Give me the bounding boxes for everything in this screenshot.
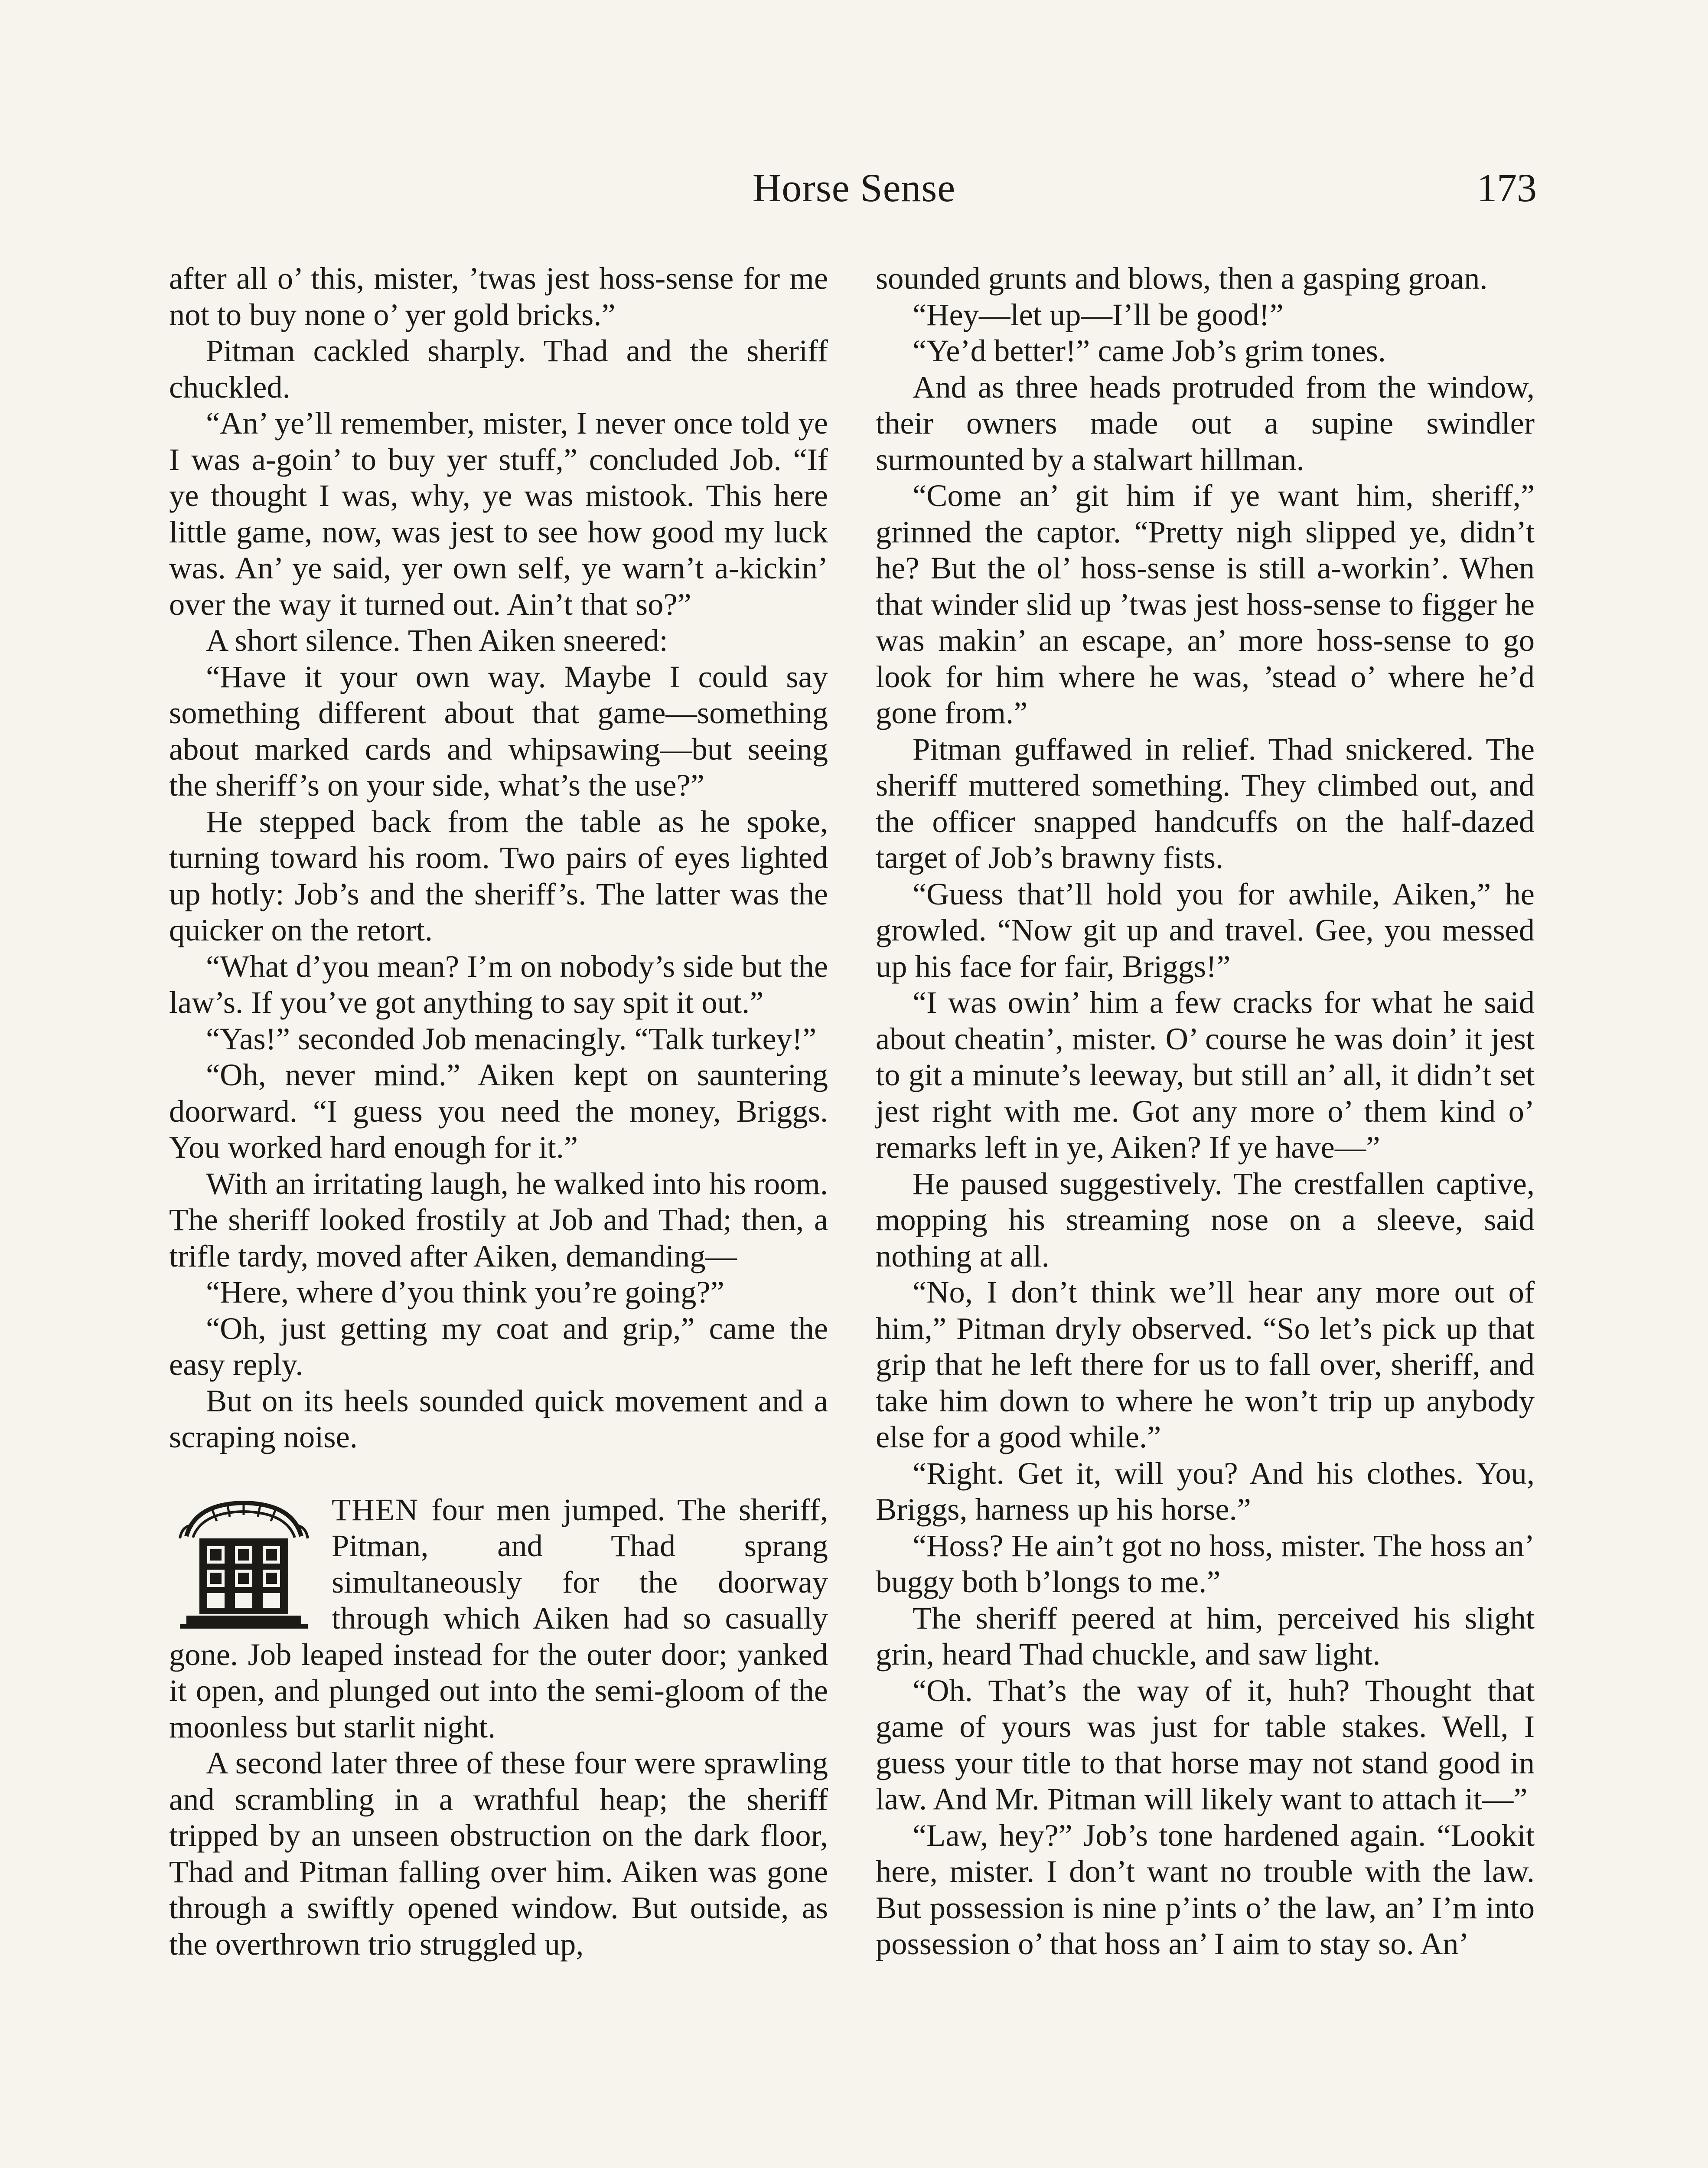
paragraph: “Right. Get it, will you? And his clothes. You, Briggs, harness up his horse.”	[876, 1455, 1535, 1527]
paragraph: after all o’ this, mister, ’twas jest hoss-sense for me not to buy none o’ yer gold bricks.”	[169, 261, 828, 332]
paragraph: The sheriff peered at him, perceived his slight grin, heard Thad chuckle, and saw light.	[876, 1600, 1535, 1672]
paragraph: He stepped back from the table as he spoke, turning toward his room. Two pairs of eyes lighted up hotly: Job’s and the sheriff’s. The latter was the quicker on the retort.	[169, 803, 828, 947]
paragraph: And as three heads protruded from the window, their owners made out a supine swindler surmounted by a stalwart hillman.	[876, 369, 1535, 477]
paragraph: “Law, hey?” Job’s tone hardened again. “Lookit here, mister. I don’t want no trouble with the law. But possession is nine p’ints o’ the law, an’ I’m into possession o’ that hoss an’ I aim to stay so. An’	[876, 1817, 1535, 1961]
paragraph: “Oh, just getting my coat and grip,” came the easy reply.	[169, 1310, 828, 1382]
paragraph: “Ye’d better!” came Job’s grim tones.	[913, 333, 1386, 368]
paragraph: “Here, where d’you think you’re going?”	[206, 1274, 724, 1309]
left-column	[169, 260, 828, 1962]
paragraph: “Oh. That’s the way of it, huh? Thought that game of yours was just for table stakes. Well, I guess your title to that horse may not stand good in law. And Mr. Pitman will likely want to attach it—”	[876, 1672, 1535, 1816]
page-number: 173	[1477, 166, 1537, 210]
page-header	[171, 165, 1537, 230]
right-column	[876, 260, 1535, 1962]
paragraph: “No, I don’t think we’ll hear any more out of him,” Pitman dryly observed. “So let’s pick up that grip that he left there for us to fall over, sheriff, and take him down to where he won’t trip up anybody else for a good while.”	[876, 1274, 1535, 1454]
paragraph: “Have it your own way. Maybe I could say something different about that game—something about marked cards and whipsawing—but seeing the sheriff’s on your side, what’s the use?”	[169, 659, 828, 803]
paragraph: Pitman guffawed in relief. Thad snickered. The sheriff muttered something. They climbed out, and the officer snapped handcuffs on the half-dazed target of Job’s brawny fists.	[876, 731, 1535, 875]
window-illustration-icon	[169, 1495, 319, 1634]
paragraph: “An’ ye’ll remember, mister, I never once told ye I was a-goin’ to buy yer stuff,” concluded Job. “If ye thought I was, why, ye was mistook. This here little game, now, was jest to see how good my luck was. An’ ye said, yer own self, ye warn’t a-kickin’ over the way it turned out. Ain’t that so?”	[169, 405, 828, 622]
paragraph: “Yas!” seconded Job menacingly. “Talk turkey!”	[206, 1021, 817, 1056]
paragraph: “I was owin’ him a few cracks for what he said about cheatin’, mister. O’ course he was doin’ it jest to git a minute’s leeway, but still an’ all, it didn’t set jest right with me. Got any more o’ them kind o’ remarks left in ye, Aiken? If ye have—”	[876, 985, 1535, 1165]
paragraph: sounded grunts and blows, then a gasping groan.	[876, 261, 1488, 296]
dropcap-paragraph	[169, 1492, 828, 1745]
paragraph: “Hey—let up—I’ll be good!”	[913, 297, 1284, 332]
paragraph: He paused suggestively. The crestfallen captive, mopping his streaming nose on a sleeve, said nothing at all.	[876, 1166, 1535, 1273]
paragraph: A short silence. Then Aiken sneered:	[206, 623, 668, 658]
paragraph: Pitman cackled sharply. Thad and the sheriff chuckled.	[169, 333, 828, 405]
paragraph: A second later three of these four were sprawling and scrambling in a wrathful heap; the sheriff tripped by an unseen obstruction on the dark floor, Thad and Pitman falling over him. Aiken was gone through a swiftly opened window. But outside, as the overthrown trio struggled up,	[169, 1745, 828, 1962]
paragraph: With an irritating laugh, he walked into his room. The sheriff looked frostily at Job and Thad; then, a trifle tardy, moved after Aiken, demanding—	[169, 1166, 828, 1273]
paragraph: But on its heels sounded quick movement and a scraping noise.	[169, 1383, 828, 1454]
paragraph: “Guess that’ll hold you for awhile, Aiken,” he growled. “Now git up and travel. Gee, you messed up his face for fair, Briggs!”	[876, 876, 1535, 984]
paragraph: “Oh, never mind.” Aiken kept on sauntering doorward. “I guess you need the money, Briggs. You worked hard enough for it.”	[169, 1057, 828, 1165]
paragraph: “Come an’ git him if ye want him, sheriff,” grinned the captor. “Pretty nigh slipped ye, didn’t he? But the ol’ hoss-sense is still a-workin’. When that winder slid up ’twas jest hoss-sense to figger he was makin’ an escape, an’ more hoss-sense to go look for him where he was, ’stead o’ where he’d gone from.”	[876, 478, 1535, 730]
paragraph: “Hoss? He ain’t got no hoss, mister. The hoss an’ buggy both b’longs to me.”	[876, 1528, 1535, 1599]
dropcap-text: four men jumped. The sheriff, Pitman, and Thad sprang simultaneously for the doorway through which Aiken had so casually gone. Job leaped instead for the outer door; yanked it open, and plunged out into the semi-gloom of the moonless but starlit night.	[169, 1492, 828, 1744]
paragraph: “What d’you mean? I’m on nobody’s side but the law’s. If you’ve got anything to say spit it out.”	[169, 948, 828, 1020]
running-title: Horse Sense	[752, 166, 956, 210]
section-break	[169, 1455, 828, 1492]
dropcap-word: THEN	[332, 1492, 419, 1527]
